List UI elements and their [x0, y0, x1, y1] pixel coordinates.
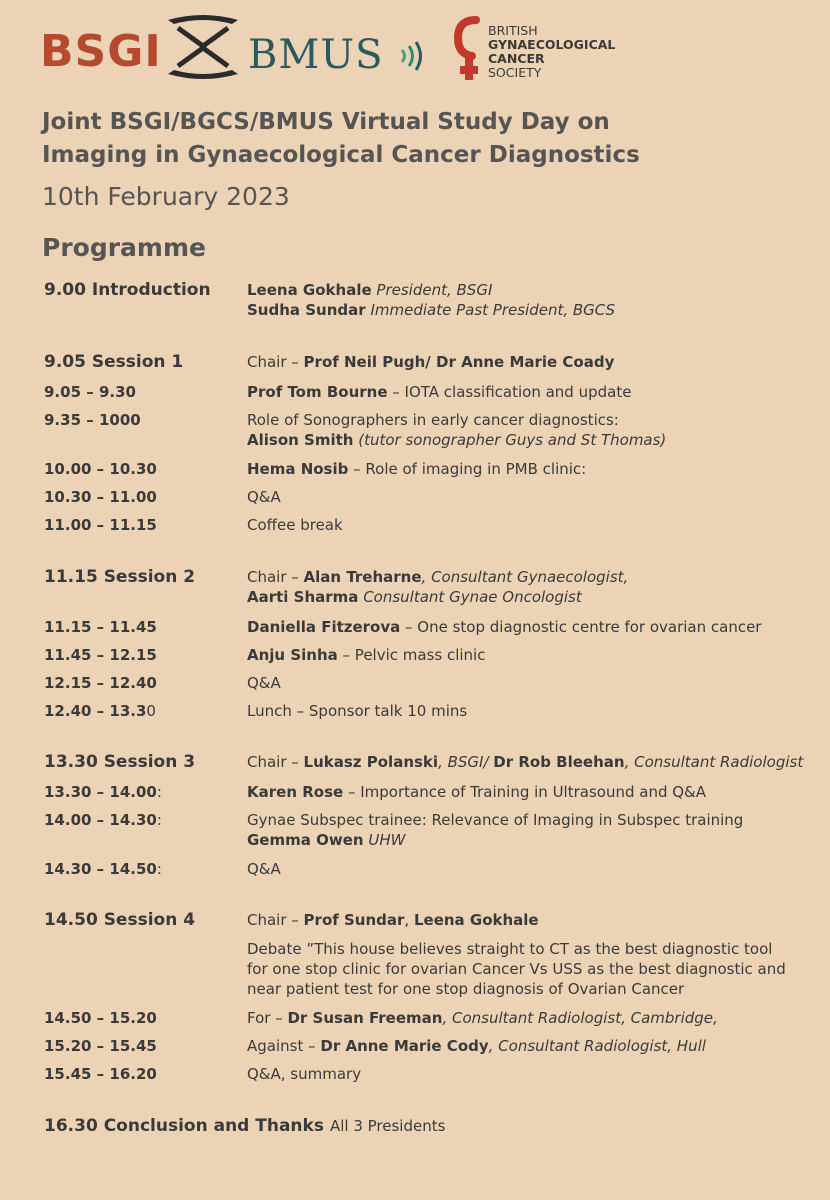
chair-1-role: , BSGI/ [438, 753, 494, 771]
session-3-title: 13.30 Session 3 [44, 752, 196, 772]
row-note: (tutor sonographer Guys and St Thomas) [358, 431, 667, 449]
chair-1-role: , Consultant Gynaecologist, [421, 568, 629, 586]
session-3-chair-1: Lukasz Polanski [303, 753, 439, 771]
row-note: , Consultant Radiologist, Cambridge, [442, 1009, 718, 1027]
conclusion-subtitle: All 3 Presidents [329, 1117, 446, 1135]
row-speaker: Gemma Owen [247, 831, 364, 849]
title-line-2: Imaging in Gynaecological Cancer Diagnostics [42, 142, 640, 168]
bgcs-line-1: BRITISH [488, 23, 538, 38]
row-time-wrap [44, 701, 156, 721]
row-time: 11.15 – 11.45 [44, 618, 157, 636]
row-time-wrap [44, 782, 162, 802]
logo-bar [40, 12, 800, 82]
row-time: 14.30 – 14.50 [44, 860, 157, 878]
chair-2-role: , Consultant Radiologist [624, 753, 804, 771]
session-1-title: 9.05 Session 1 [44, 352, 184, 372]
page-title [42, 106, 640, 172]
row-text: Q&A, summary [247, 1065, 362, 1083]
row-time: 9.05 – 9.30 [44, 383, 136, 401]
row-speaker: Dr Susan Freeman [287, 1009, 443, 1027]
row-time: 9.35 – 1000 [44, 411, 141, 429]
row-text: – IOTA classification and update [387, 383, 632, 401]
intro-role-2: Immediate Past President, BGCS [370, 301, 616, 319]
row-time-tail: : [156, 783, 162, 801]
chair-prefix: Chair – [247, 568, 304, 586]
debate-line-1: Debate ”This house believes straight to CT as the best diagnostic tool [247, 940, 773, 958]
bgcs-logo-text [488, 24, 615, 80]
row-note: UHW [368, 831, 406, 849]
chair-prefix: Chair – [247, 753, 304, 771]
session-4-chair-1: Prof Sundar [303, 911, 405, 929]
bgcs-female-symbol-icon [452, 16, 486, 84]
session-2-chair-1: Alan Treharne [303, 568, 422, 586]
chair-2-role: Consultant Gynae Oncologist [358, 588, 582, 606]
row-text: – Role of imaging in PMB clinic: [348, 460, 587, 478]
intro-speaker-1: Leena Gokhale [247, 281, 372, 299]
row-text: Q&A [247, 488, 281, 506]
title-line-1: Joint BSGI/BGCS/BMUS Virtual Study Day on [42, 109, 610, 135]
row-speaker: Hema Nosib [247, 460, 349, 478]
row-speaker: Prof Tom Bourne [247, 383, 388, 401]
row-text: Role of Sonographers in early cancer diagnostics: [247, 411, 619, 429]
row-text: Q&A [247, 860, 281, 878]
programme-heading: Programme [42, 233, 206, 262]
row-time: 15.20 – 15.45 [44, 1037, 157, 1055]
row-time: 12.15 – 12.40 [44, 674, 157, 692]
bgcs-line-2: GYNAECOLOGICAL [488, 37, 616, 52]
session-2-title: 11.15 Session 2 [44, 567, 196, 587]
row-time: 11.45 – 12.15 [44, 646, 157, 664]
event-date: 10th February 2023 [42, 182, 290, 211]
chair-separator: , [404, 911, 414, 929]
bsgi-hourglass-icon [162, 14, 244, 80]
row-time: 15.45 – 16.20 [44, 1065, 157, 1083]
row-time-tail: : [156, 811, 162, 829]
row-text: Lunch – Sponsor talk 10 mins [247, 702, 468, 720]
row-time: 14.00 – 14.30 [44, 811, 157, 829]
row-time-tail: : [156, 860, 162, 878]
row-time-wrap [44, 859, 162, 879]
session-2-chair-2: Aarti Sharma [247, 588, 359, 606]
debate-line-2: for one stop clinic for ovarian Cancer Vs USS as the best diagnostic and [247, 960, 786, 978]
row-speaker: Daniella Fitzerova [247, 618, 401, 636]
bgcs-line-3: CANCER [488, 51, 545, 66]
chair-prefix: Chair – [247, 911, 304, 929]
row-text: Q&A [247, 674, 281, 692]
row-text: – Pelvic mass clinic [337, 646, 486, 664]
debate-line-3: near patient test for one stop diagnosis of Ovarian Cancer [247, 980, 685, 998]
intro-role-1: President, BSGI [376, 281, 493, 299]
row-text: Gynae Subspec trainee: Relevance of Imaging in Subspec training [247, 811, 744, 829]
intro-time: 9.00 Introduction [44, 280, 211, 300]
row-text: – Importance of Training in Ultrasound and Q&A [343, 783, 707, 801]
sound-waves-icon [398, 38, 428, 74]
bgcs-line-4: SOCIETY [488, 65, 542, 80]
row-speaker: Karen Rose [247, 783, 344, 801]
row-time-wrap [44, 810, 162, 830]
row-speaker: Anju Sinha [247, 646, 338, 664]
session-4-chair-2: Leena Gokhale [413, 911, 539, 929]
row-time: 11.00 – 11.15 [44, 516, 157, 534]
row-speaker: Alison Smith [247, 431, 354, 449]
chair-prefix: Chair – [247, 353, 304, 371]
bsgi-logo-text: BSGI [40, 26, 162, 77]
session-3-chair-2: Dr Rob Bleehan [493, 753, 625, 771]
session-4-title: 14.50 Session 4 [44, 910, 196, 930]
row-note: , Consultant Radiologist, Hull [488, 1037, 706, 1055]
row-time-tail: 0 [146, 702, 156, 720]
row-time: 10.00 – 10.30 [44, 460, 157, 478]
row-text: – One stop diagnostic centre for ovarian cancer [400, 618, 762, 636]
row-time: 12.40 – 13.3 [44, 702, 147, 720]
conclusion-row [44, 1116, 445, 1136]
row-text: Coffee break [247, 516, 343, 534]
intro-speaker-2: Sudha Sundar [247, 301, 366, 319]
conclusion-title: 16.30 Conclusion and Thanks [44, 1116, 324, 1136]
session-1-chair: Prof Neil Pugh/ Dr Anne Marie Coady [303, 353, 615, 371]
row-prefix: For – [247, 1009, 288, 1027]
row-time: 13.30 – 14.00 [44, 783, 157, 801]
row-time: 10.30 – 11.00 [44, 488, 157, 506]
row-time: 14.50 – 15.20 [44, 1009, 157, 1027]
row-speaker: Dr Anne Marie Cody [320, 1037, 489, 1055]
row-prefix: Against – [247, 1037, 321, 1055]
bmus-logo-text: BMUS [248, 32, 384, 78]
